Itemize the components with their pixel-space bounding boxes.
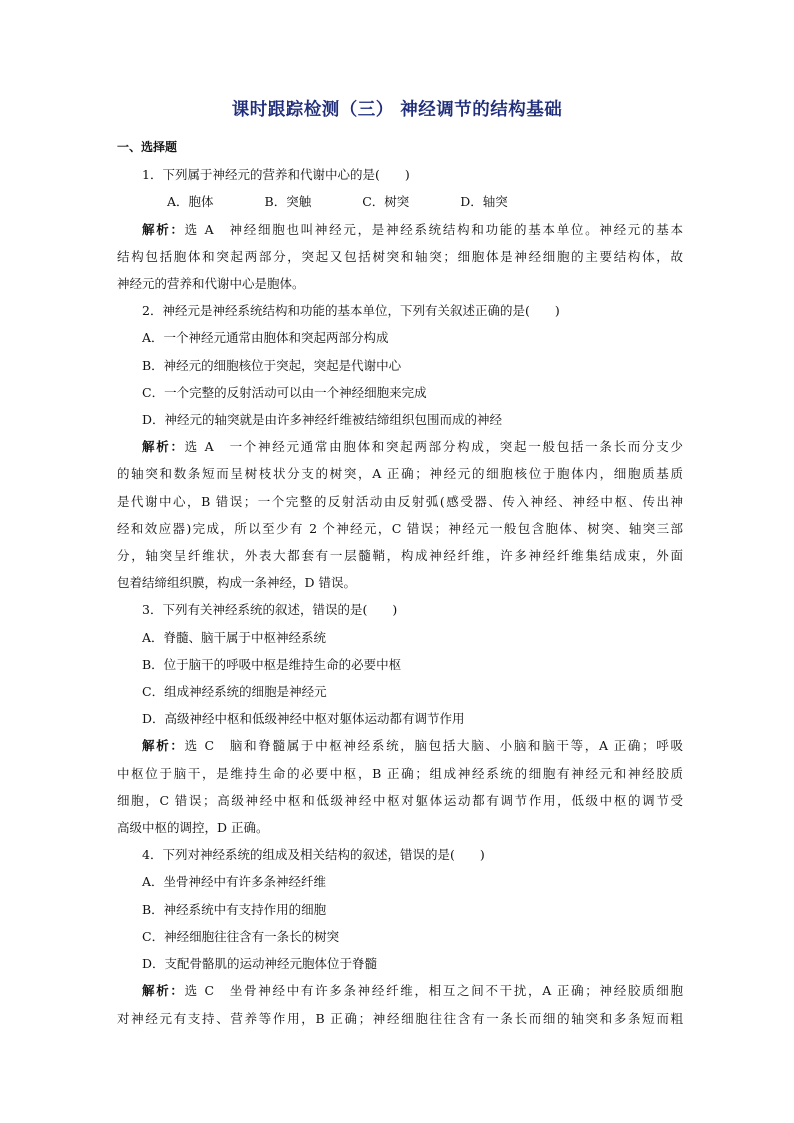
q1-analysis-line: 神经元的营养和代谢中心是胞体。 bbox=[117, 276, 305, 292]
q2-option-b: B．神经元的细胞核位于突起，突起是代谢中心 bbox=[142, 357, 402, 373]
q2-option-a: A．一个神经元通常由胞体和突起两部分构成 bbox=[142, 330, 389, 346]
q2-analysis-line: 是代谢中心，B 错误；一个完整的反射活动由反射弧(感受器、传入神经、神经中枢、传出神 bbox=[117, 493, 683, 509]
page-title: 课时跟踪检测（三） 神经调节的结构基础 bbox=[231, 100, 563, 120]
section-heading: 一、选择题 bbox=[117, 140, 178, 154]
q3-analysis-line: 高级中枢的调控，D 正确。 bbox=[117, 820, 269, 836]
document-body bbox=[117, 134, 683, 1032]
q2-analysis-line: 分，轴突呈纤维状，外表大都套有一层髓鞘，构成神经纤维，许多神经纤维集结成束，外面 bbox=[117, 548, 683, 564]
q3-option-a: A．脊髓、脑干属于中枢神经系统 bbox=[142, 629, 327, 645]
q2-analysis-line: 经和效应器)完成，所以至少有 2 个神经元，C 错误；神经元一般包含胞体、树突、轴突三部 bbox=[117, 520, 683, 536]
q4-option-d: D．支配骨骼肌的运动神经元胞体位于脊髓 bbox=[142, 956, 378, 972]
q2-option-c: C．一个完整的反射活动可以由一个神经细胞来完成 bbox=[142, 384, 427, 400]
q4-option-c: C．神经细胞往往含有一条长的树突 bbox=[142, 928, 340, 944]
analysis-text: 选 A 神经细胞也叫神经元，是神经系统结构和功能的基本单位。神经元的基本 bbox=[184, 221, 683, 237]
question-3-stem: 3．下列有关神经系统的叙述，错误的是( ) bbox=[142, 602, 398, 618]
question-4-stem: 4．下列对神经系统的组成及相关结构的叙述，错误的是( ) bbox=[142, 847, 485, 863]
q1-option-a: A．胞体 bbox=[167, 194, 214, 210]
q3-option-c: C．组成神经系统的细胞是神经元 bbox=[142, 684, 327, 700]
analysis-label: 解析： bbox=[142, 221, 185, 237]
q1-analysis-line: 结构包括胞体和突起两部分，突起又包括树突和轴突；细胞体是神经细胞的主要结构体，故 bbox=[117, 248, 683, 264]
q1-option-c: C．树突 bbox=[362, 194, 410, 210]
analysis-label: 解析： bbox=[142, 439, 185, 455]
question-1-stem: 1．下列属于神经元的营养和代谢中心的是( ) bbox=[142, 167, 410, 183]
q4-analysis-line bbox=[117, 977, 683, 1004]
q3-option-b: B．位于脑干的呼吸中枢是维持生命的必要中枢 bbox=[142, 656, 402, 672]
q4-analysis-line: 对神经元有支持、营养等作用，B 正确；神经细胞往往含有一条长而细的轴突和多条短而粗 bbox=[117, 1010, 683, 1026]
analysis-text: 选 C 坐骨神经中有许多条神经纤维，相互之间不干扰，A 正确；神经胶质细胞 bbox=[184, 983, 683, 999]
analysis-text: 选 A 一个神经元通常由胞体和突起两部分构成，突起一般包括一条长而分支少 bbox=[184, 439, 683, 455]
q2-analysis-line: 的轴突和数条短而呈树枝状分支的树突，A 正确；神经元的细胞核位于胞体内，细胞质基质 bbox=[117, 466, 683, 482]
q2-option-d: D．神经元的轴突就是由许多神经纤维被结缔组织包围而成的神经 bbox=[142, 412, 503, 428]
analysis-label: 解析： bbox=[142, 738, 185, 754]
q4-option-b: B．神经系统中有支持作用的细胞 bbox=[142, 901, 327, 917]
q1-analysis-line bbox=[117, 216, 683, 243]
q4-option-a: A．坐骨神经中有许多条神经纤维 bbox=[142, 874, 327, 890]
analysis-label: 解析： bbox=[142, 983, 185, 999]
q3-option-d: D．高级神经中枢和低级神经中枢对躯体运动都有调节作用 bbox=[142, 711, 465, 727]
q3-analysis-line bbox=[117, 732, 683, 759]
q1-option-d: D．轴突 bbox=[460, 194, 508, 210]
q2-analysis-line: 包着结缔组织膜，构成一条神经，D 错误。 bbox=[117, 575, 356, 591]
q2-analysis-line bbox=[117, 433, 683, 460]
q1-option-b: B．突触 bbox=[264, 194, 312, 210]
question-2-stem: 2．神经元是神经系统结构和功能的基本单位，下列有关叙述正确的是( ) bbox=[142, 303, 560, 319]
q3-analysis-line: 中枢位于脑干，是维持生命的必要中枢，B 正确；组成神经系统的细胞有神经元和神经胶质 bbox=[117, 765, 683, 781]
question-1-options bbox=[117, 188, 683, 215]
analysis-text: 选 C 脑和脊髓属于中枢神经系统，脑包括大脑、小脑和脑干等，A 正确；呼吸 bbox=[184, 738, 683, 754]
q3-analysis-line: 细胞，C 错误；高级神经中枢和低级神经中枢对躯体运动都有调节作用，低级中枢的调节受 bbox=[117, 792, 683, 808]
